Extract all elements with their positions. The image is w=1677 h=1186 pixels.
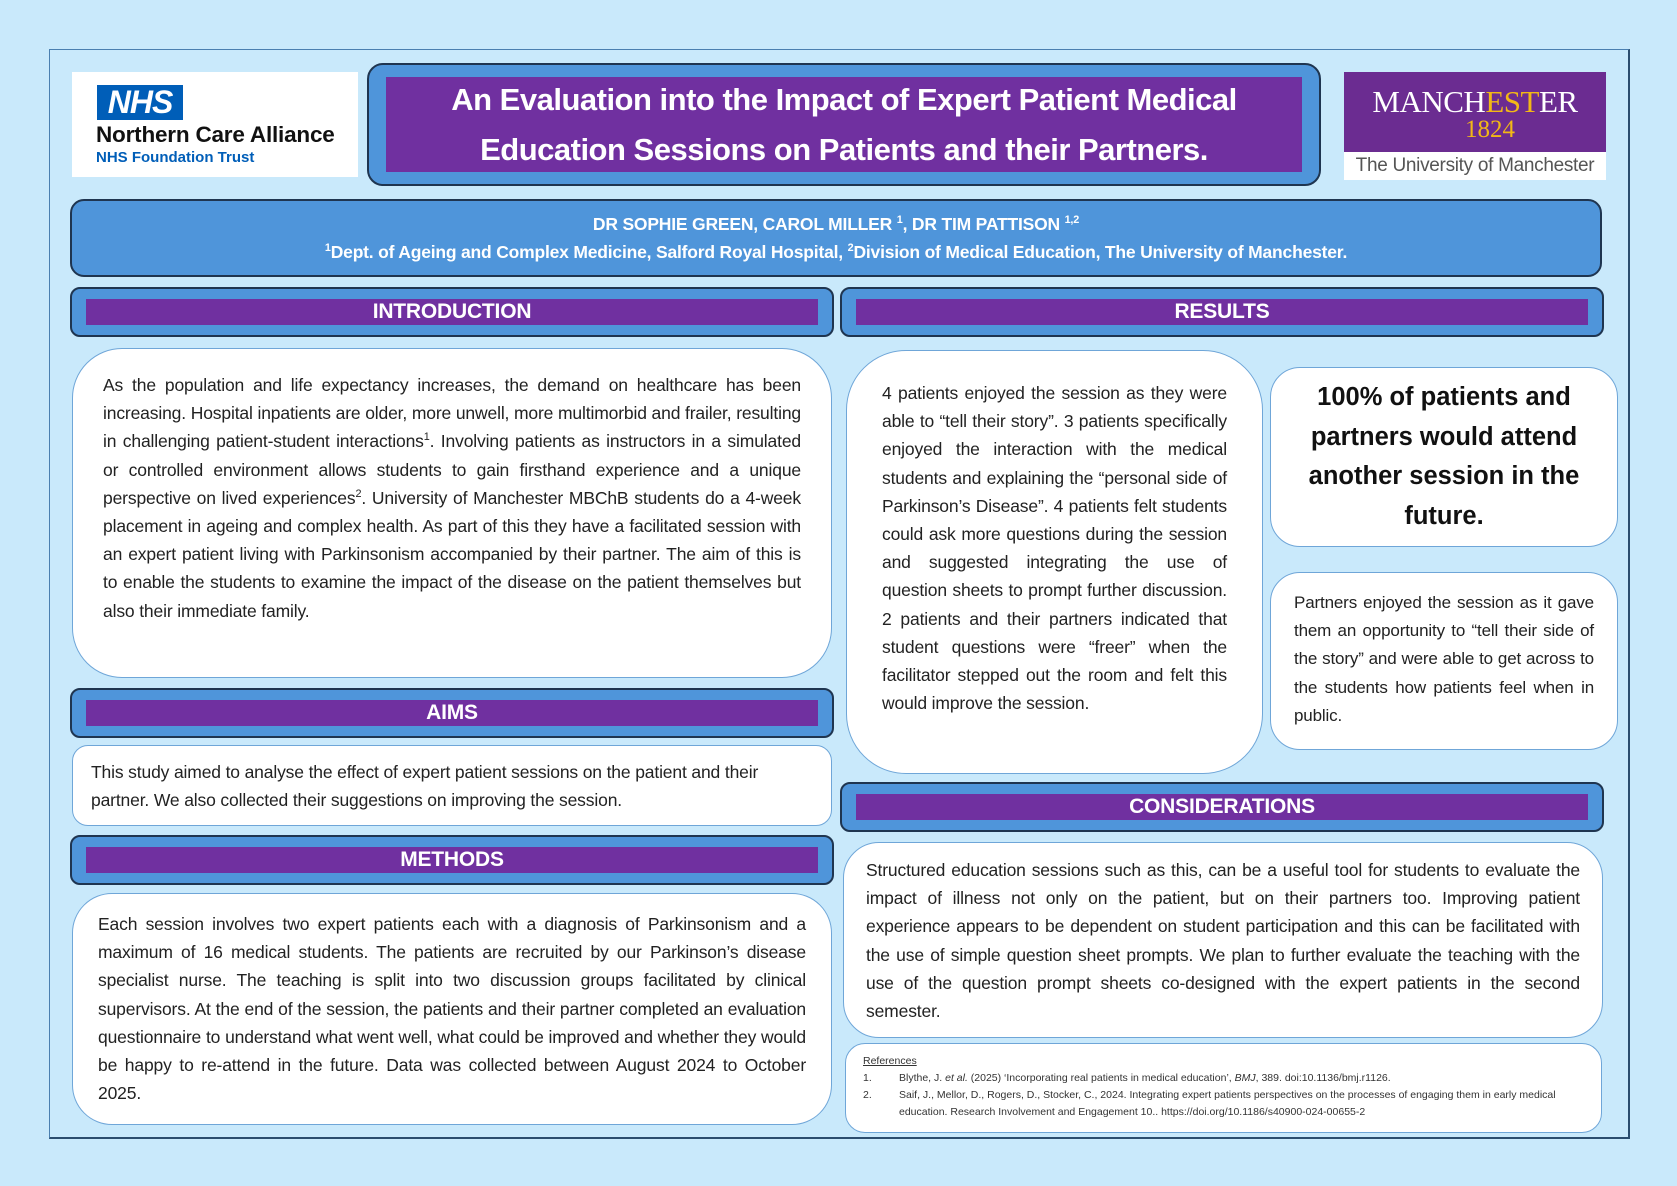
ref-part-italic: et al. [945, 1072, 968, 1084]
partners-text: Partners enjoyed the session as it gave them an opportunity to “tell their side of the story” and were able to get across to the students how patients feel when in public. [1294, 593, 1594, 725]
authors-box [70, 199, 1602, 277]
reference-number: 2. [863, 1089, 872, 1101]
title-line-1: An Evaluation into the Impact of Expert Patient Medical [451, 81, 1237, 117]
uom-subtitle: The University of Manchester [1344, 152, 1606, 180]
introduction-text [103, 371, 801, 625]
uom-year: 1824 [1465, 116, 1515, 143]
reference-item [863, 1070, 1584, 1087]
intro-text-part: . University of Manchester MBChB students do a 4-week placement in ageing and complex health. As part of this they have a facilitated session with an expert patient living with Parkinsonism accompanied by their partner. The aim of this is to enable the students to examine the impact of the disease on the patient themselves but also their immediate family. [103, 487, 801, 621]
intro-text-part: . Involving patients as instructors in a simulated or controlled environment allows students to gain firsthand experience and a unique perspective on lived experiences [103, 431, 801, 508]
affiliation-marker: 1,2 [1064, 214, 1080, 227]
citation-marker: 2 [355, 487, 362, 500]
nhs-org-name: Northern Care Alliance [96, 122, 335, 147]
aims-card [72, 745, 832, 826]
aims-text: This study aimed to analyse the effect of expert patient sessions on the patient and their partner. We also collected their suggestions on improving the session. [91, 762, 759, 811]
uom-wordmark [1344, 84, 1606, 120]
poster-title-panel [386, 77, 1302, 172]
affiliation-marker: 2 [847, 242, 854, 255]
section-heading: CONSIDERATIONS [856, 794, 1588, 820]
methods-card [72, 893, 832, 1125]
reference-item [863, 1087, 1584, 1121]
introduction-card [72, 348, 832, 678]
poster-title [451, 75, 1237, 175]
affiliation-2: Division of Medical Education, The University of Manchester. [853, 242, 1348, 262]
section-heading: METHODS [86, 847, 818, 873]
results-card [846, 350, 1263, 774]
results-header [840, 287, 1604, 337]
uom-logo-panel [1344, 72, 1606, 152]
section-heading: AIMS [86, 700, 818, 726]
affiliation-marker: 1 [324, 242, 331, 255]
methods-header [70, 835, 834, 885]
section-heading: INTRODUCTION [86, 299, 818, 325]
key-stat-card [1270, 367, 1618, 547]
partners-card [1270, 572, 1618, 750]
introduction-header [70, 287, 834, 337]
uom-wordmark-part: MANCH [1372, 84, 1486, 119]
affiliations [72, 242, 1600, 263]
references-heading: References [863, 1055, 917, 1067]
affiliation-1: Dept. of Ageing and Complex Medicine, Salford Royal Hospital, [330, 242, 848, 262]
university-of-manchester-logo [1344, 72, 1606, 180]
reference-number: 1. [863, 1072, 872, 1084]
methods-text: Each session involves two expert patients each with a diagnosis of Parkinsonism and a maximum of 16 medical students. The patients are recruited by our Parkinson’s disease specialist nurse. The teaching is split into two discussion groups facilitated by clinical supervisors. At the end of the session, the patients and their partner completed an evaluation questionnaire to understand what went well, what could be improved and whether they would be happy to re-attend in the future. Data was collected between August 2024 to October 2025. [98, 914, 806, 1104]
results-text: 4 patients enjoyed the session as they were able to “tell their story”. 3 patients specifically enjoyed the interaction with the medical students and explaining the “personal side of Parkinson’s Disease”. 4 patients felt students could ask more questions during the session and suggested integrating the use of question sheets to prompt further discussion. 2 patients and their partners indicated that student questions were “freer” when the facilitator stepped out the room and felt this would improve the session. [882, 383, 1227, 714]
reference-text: Saif, J., Mellor, D., Rogers, D., Stocker, C., 2024. Integrating expert patients perspectives on the processes of engaging them in early medical education. Research Involvement and Engagement 10.. https://doi.org/10.1186/s40900-024-00655-2 [899, 1089, 1556, 1118]
title-line-2: Education Sessions on Patients and their Partners. [480, 131, 1208, 167]
section-heading: RESULTS [856, 299, 1588, 325]
aims-header [70, 688, 834, 738]
nhs-northern-care-alliance-logo [72, 72, 358, 177]
citation-marker: 1 [423, 431, 430, 444]
ref-part: (2025) ‘Incorporating real patients in medical education’, [967, 1072, 1235, 1084]
references-card [845, 1043, 1602, 1133]
author-list [72, 214, 1600, 235]
author-names: , DR TIM PATTISON [902, 214, 1065, 234]
ref-part: Blythe, J. [899, 1072, 946, 1084]
key-stat-text: 100% of patients and partners would attend another session in the future. [1308, 383, 1580, 530]
nhs-trust-name: NHS Foundation Trust [96, 149, 255, 166]
nhs-badge: NHS [97, 85, 183, 120]
intro-text-part: As the population and life expectancy increases, the demand on healthcare has been increasing. Hospital inpatients are older, more unwell, more multimorbid and frailer, resulting in challenging patient-student interactions [103, 375, 801, 452]
poster-title-box [367, 63, 1321, 186]
ref-journal: BMJ [1234, 1072, 1256, 1084]
considerations-card [843, 842, 1603, 1038]
affiliation-marker: 1 [896, 214, 903, 227]
considerations-text: Structured education sessions such as this, can be a useful tool for students to evaluate the impact of illness not only on the patient, but on their partners too. Improving patient experience appears to be dependent on student participation and this can be facilitated with the use of simple question sheet prompts. We plan to further evaluate the teaching with the use of the question prompt sheets co-designed with the expert patients in the second semester. [866, 860, 1580, 1022]
uom-wordmark-part: ER [1538, 84, 1578, 119]
author-names: DR SOPHIE GREEN, CAROL MILLER [592, 214, 897, 234]
uom-wordmark-gold: EST [1485, 84, 1539, 119]
considerations-header [840, 782, 1604, 832]
reference-text [899, 1070, 1391, 1087]
ref-part: , 389. doi:10.1136/bmj.r1126. [1255, 1072, 1391, 1084]
